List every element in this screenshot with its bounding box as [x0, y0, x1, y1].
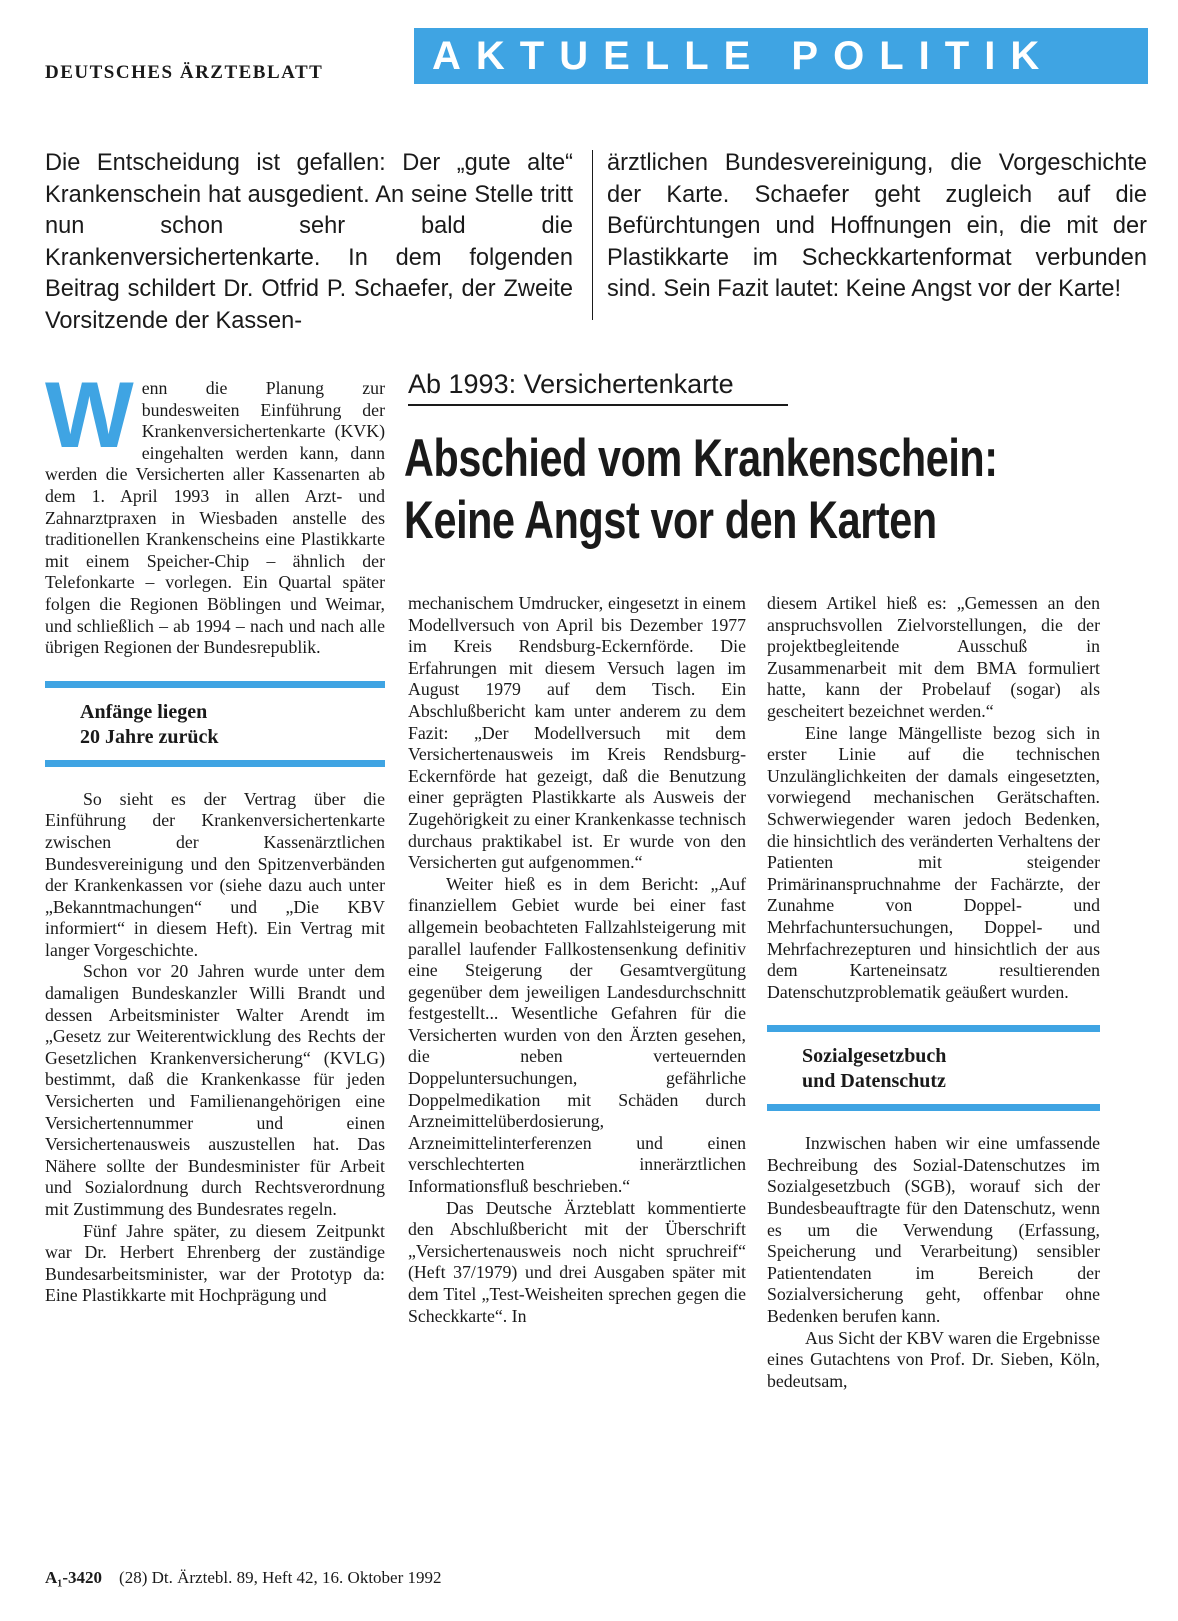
intro-right-text: ärztlichen Bundesvereinigung, die Vorgeschichte der Karte. Schaefer geht zugleich auf die Befürchtungen und Hoffnungen ein, die mit der Plastikkarte im Scheckkartenformat verbunden sind. Sein Fazit lautet: Keine Angst vor der Karte!	[607, 150, 1147, 302]
article-column-right	[767, 593, 1100, 1392]
lead-paragraph	[45, 362, 385, 659]
footer-citation: (28) Dt. Ärztebl. 89, Heft 42, 16. Oktober 1992	[119, 1568, 442, 1587]
subheading-data-protection	[767, 1025, 1100, 1111]
subheading-line-2: und Datenschutz	[802, 1070, 946, 1093]
intro-left-text: Die Entscheidung ist gefallen: Der „gute alte“ Krankenschein hat ausgedient. An seine Stelle tritt nun schon sehr bald die Krankenversichertenkarte. In dem folgenden Beitrag schildert Dr. Otfrid P. Schaefer, der Zweite Vorsitzende der Kassen-	[45, 150, 573, 334]
section-banner: AKTUELLE POLITIK	[414, 28, 1148, 84]
body-paragraph: Eine lange Mängelliste bezog sich in erster Linie auf die technischen Unzulänglichkeiten der damals eingesetzten, vorwiegend mechanischen Gerätschaften. Schwerwiegender waren jedoch Bedenken, die hinsichtlich des veränderten Verhaltens der Patienten mit steigender Primärinanspruchnahme der Fachärzte, der Zunahme von Doppel- und Mehrfachuntersuchungen, Doppel- und Mehrfachrezepturen und hinsichtlich der aus dem Karteneinsatz resultierenden Datenschutzproblematik geäußert wurden.	[767, 722, 1100, 1002]
subheading-top-bar	[45, 681, 385, 688]
subheading-bottom-bar	[767, 1104, 1100, 1111]
body-paragraph: Inzwischen haben wir eine umfassende Bechreibung des Sozial-Datenschutzes im Sozialgesetzbuch (SGB), worauf sich der Bundesbeauftragte für den Datenschutz, wenn es um die Verwendung (Erfassung, Speicherung und Verarbeitung) sensibler Patientendaten im Bereich der Sozialversicherung geht, offenbar ohne Bedenken berufen kann.	[767, 1133, 1100, 1327]
headline-line-2: Keine Angst vor den Karten	[404, 491, 937, 550]
article-column-left	[45, 362, 385, 1307]
article-column-middle	[408, 593, 746, 1327]
body-paragraph: Aus Sicht der KBV waren die Ergebnisse eines Gutachtens von Prof. Dr. Sieben, Köln, bedeutsam,	[767, 1327, 1100, 1391]
headline-line-1: Abschied vom Krankenschein:	[404, 429, 998, 488]
article-kicker: Ab 1993: Versichertenkarte	[408, 368, 788, 406]
drop-cap: W	[45, 362, 134, 467]
subheading-line-2: 20 Jahre zurück	[80, 725, 219, 748]
subheading-bottom-bar	[45, 760, 385, 767]
article-headline	[404, 428, 998, 552]
body-paragraph: Fünf Jahre später, zu diesem Zeitpunkt war Dr. Herbert Ehrenberg der zuständige Bundesarbeitsminister, war der Prototyp da: Eine Plastikkarte mit Hochprägung und	[45, 1220, 385, 1306]
body-paragraph: Das Deutsche Ärzteblatt kommentierte den Abschlußbericht mit der Überschrift „Versichertenausweis noch nicht spruchreif“ (Heft 37/1979) und drei Ausgaben später mit dem Titel „Test-Weisheiten sprechen gegen die Scheckkarte“. In	[408, 1197, 746, 1326]
page-footer	[45, 1568, 442, 1588]
subheading-top-bar	[767, 1025, 1100, 1032]
publication-name: DEUTSCHES ÄRZTEBLATT	[45, 62, 324, 83]
subheading-origins	[45, 681, 385, 767]
body-paragraph: So sieht es der Vertrag über die Einführung der Krankenversichertenkarte zwischen der Kassenärztlichen Bundesvereinigung und den Spitzenverbänden der Krankenkassen vor (siehe dazu auch unter „Bekanntmachungen“ und „Die KBV informiert“ in diesem Heft). Ein Vertrag mit langer Vorgeschichte.	[45, 788, 385, 960]
intro-divider	[592, 150, 593, 320]
body-paragraph: diesem Artikel hieß es: „Gemessen an den anspruchsvollen Zielvorstellungen, die der projektbegleitende Ausschuß in Zusammenarbeit mit dem BMA formuliert hatte, kann der Probelauf (sogar) als gescheitert bezeichnet werden.“	[767, 593, 1100, 721]
subheading-line-1: Sozialgesetzbuch	[802, 1045, 947, 1068]
body-paragraph: mechanischem Umdrucker, eingesetzt in einem Modellversuch von April bis Dezember 1977 im Kreis Rendsburg-Eckernförde. Die Erfahrungen mit diesem Versuch lagen im August 1979 auf dem Tisch. Ein Abschlußbericht kam unter anderem zu dem Fazit: „Der Modellversuch mit dem Versichertenausweis im Kreis Rendsburg-Eckernförde hat gezeigt, daß die Benutzung einer geprägten Plastikkarte als Ausweis der Zugehörigkeit zu einer Krankenkasse technisch durchaus praktikabel ist. Er wurde von den Versicherten gut aufgenommen.“	[408, 593, 746, 873]
lead-text: enn die Planung zur bundesweiten Einführung der Krankenversichertenkarte (KVK) eingehalten werden kann, dann werden die Versicherten aller Kassenarten ab dem 1. April 1993 in allen Arzt- und Zahnarztpraxen in Wiesbaden anstelle des traditionellen Krankenscheins eine Plastikkarte mit einem Speicher-Chip – ähnlich der Telefonkarte – vorlegen. Ein Quartal später folgen die Regionen Böblingen und Weimar, und schließlich – ab 1994 – nach und nach alle übrigen Regionen der Bundesrepublik.	[45, 378, 385, 658]
body-paragraph: Weiter hieß es in dem Bericht: „Auf finanziellem Gebiet wurde bei einer fast allgemein beobachteten Fallzahlsteigerung mit parallel laufender Fallkostensenkung definitiv eine Steigerung der Gesamtvergütung gegenüber dem jeweiligen Landesdurchschnitt festgestellt... Wesentliche Gefahren für die Versicherten wurden von den Ärzten gesehen, die neben verteuernden Doppeluntersuchungen, gefährliche Doppelmedikation mit Schäden durch Arzneimittelüberdosierung, Arzneimittelinterferenzen und einen verschlechterten innerärztlichen Informationsfluß beschrieben.“	[408, 873, 746, 1197]
page-code: A₁-3420	[45, 1568, 103, 1587]
body-paragraph: Schon vor 20 Jahren wurde unter dem damaligen Bundeskanzler Willi Brandt und dessen Arbeitsminister Walter Arendt im „Gesetz zur Weiterentwicklung des Rechts der Gesetzlichen Krankenversicherung“ (KVLG) bestimmt, daß die Krankenkasse für jeden Versicherten und Familienangehörigen eine Versichertennummer und einen Versichertenausweis auszustellen hat. Das Nähere sollte der Bundesminister für Arbeit und Sozialordnung durch Rechtsverordnung mit Zustimmung des Bundesrates regeln.	[45, 961, 385, 1219]
subheading-line-1: Anfänge liegen	[80, 700, 208, 723]
intro-teaser	[45, 148, 1148, 334]
